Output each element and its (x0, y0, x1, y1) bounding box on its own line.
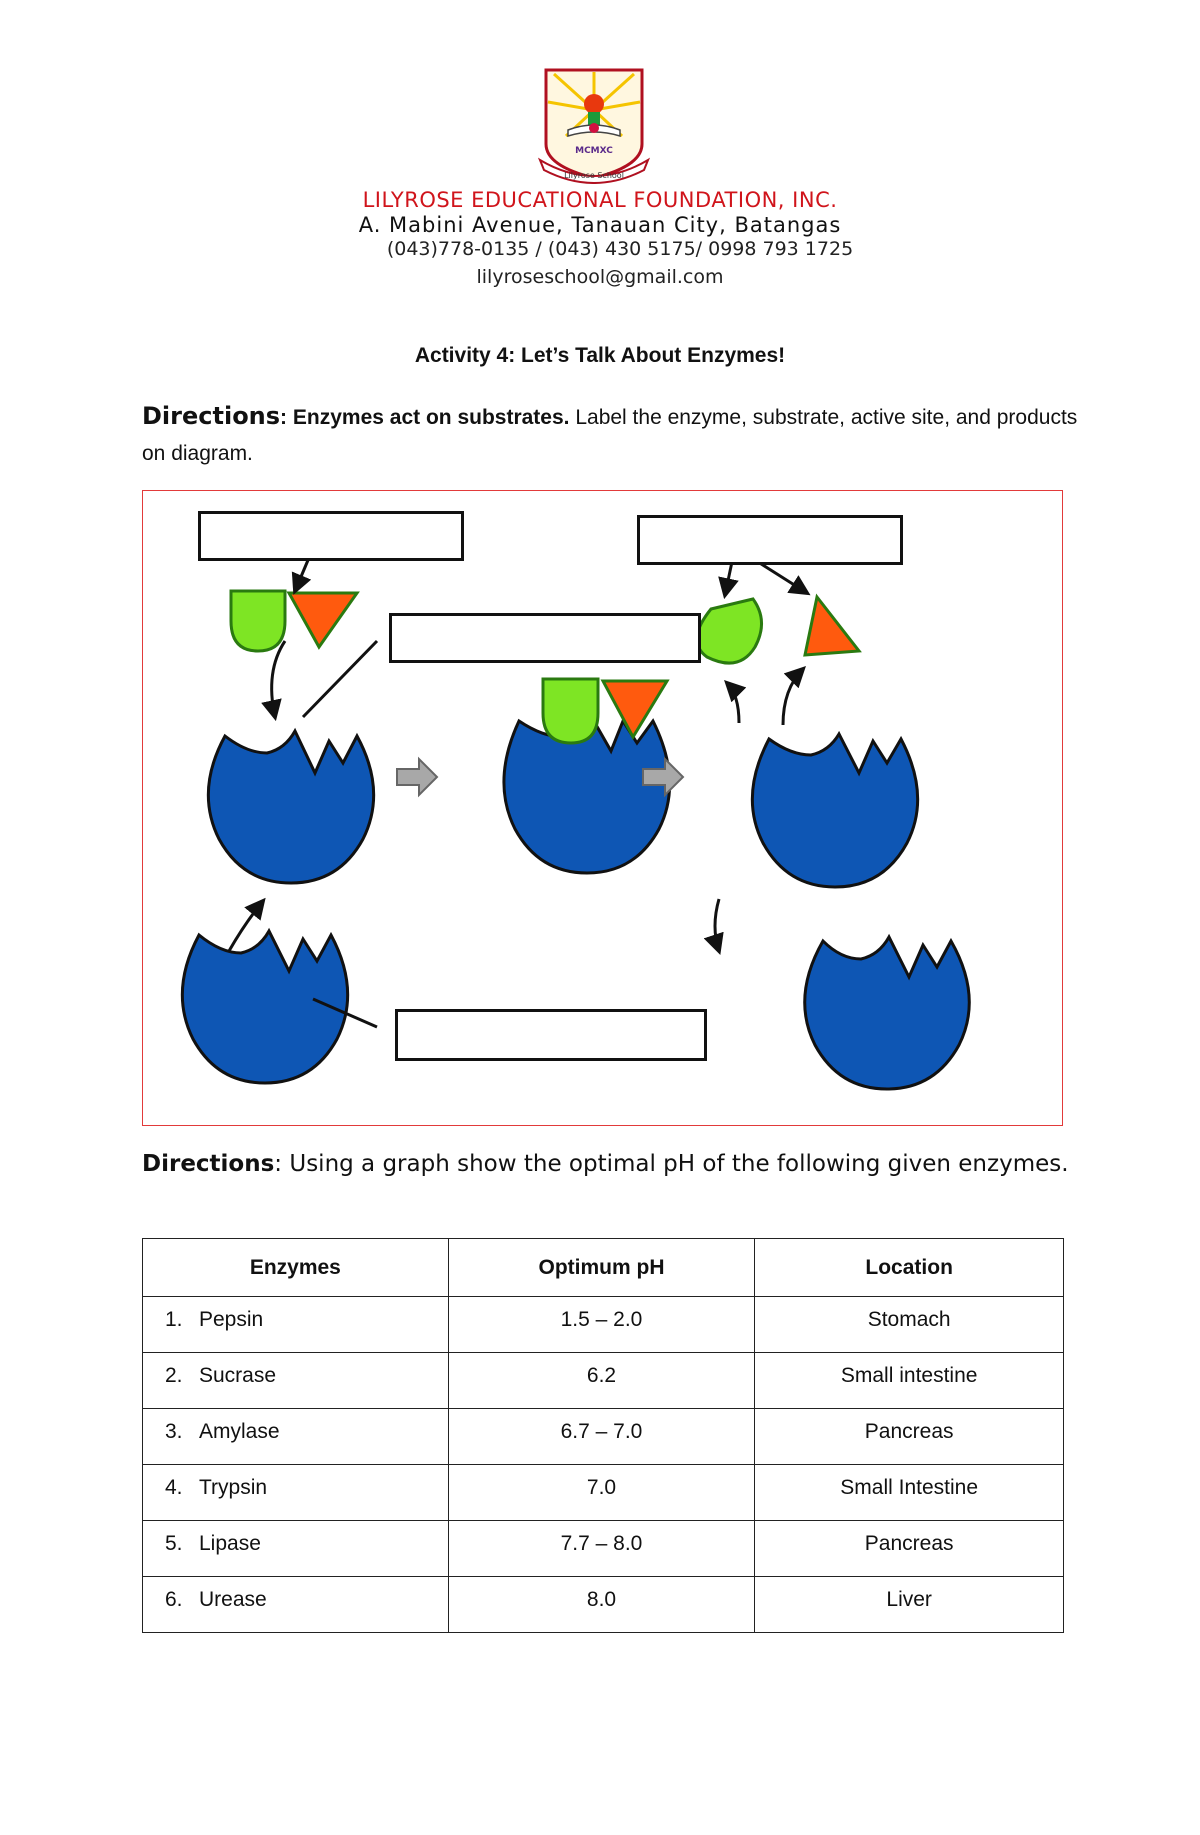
directions-paragraph-2 (142, 1147, 1082, 1181)
recycle-arrow-down (715, 899, 719, 951)
enzyme-name: Amylase (199, 1420, 280, 1443)
enzyme-name: Urease (199, 1588, 267, 1611)
enzyme-name: Trypsin (199, 1476, 268, 1499)
enzyme-cell (143, 1521, 449, 1577)
location-cell: Small intestine (755, 1353, 1064, 1409)
enzyme-shape-5 (805, 937, 970, 1089)
svg-text:MCMXC: MCMXC (575, 146, 613, 156)
label-box-active-site[interactable] (389, 613, 701, 663)
school-address: A. Mabini Avenue, Tanauan City, Batangas (358, 213, 842, 237)
enzyme-cell (143, 1409, 449, 1465)
enzyme-cell (143, 1297, 449, 1353)
product-red (805, 597, 859, 655)
location-cell: Liver (755, 1577, 1064, 1633)
enzyme-shape-3 (752, 734, 917, 887)
ph-cell: 6.2 (448, 1353, 755, 1409)
header-optimum-ph: Optimum pH (448, 1239, 755, 1297)
table-row (143, 1577, 1064, 1633)
location-cell: Small Intestine (755, 1465, 1064, 1521)
table-row (143, 1297, 1064, 1353)
release-arrow-2 (783, 669, 803, 725)
enzyme-ph-table (142, 1238, 1064, 1633)
table-row (143, 1521, 1064, 1577)
school-email: lilyroseschool@gmail.com (476, 266, 724, 288)
binding-arrow (272, 641, 285, 717)
enzyme-shape-4 (182, 931, 347, 1083)
svg-text:Lilyrose School: Lilyrose School (564, 171, 624, 180)
location-cell: Stomach (755, 1297, 1064, 1353)
directions-label: Directions (142, 402, 281, 430)
row-number: 5. (165, 1532, 183, 1555)
substrate-green-bound (543, 679, 598, 743)
product-green (697, 599, 762, 663)
location-cell: Pancreas (755, 1521, 1064, 1577)
location-cell: Pancreas (755, 1409, 1064, 1465)
directions-colon: : (280, 406, 288, 429)
enzyme-shape-1 (208, 731, 373, 883)
substrate-red-free (289, 593, 357, 647)
ph-cell: 7.0 (448, 1465, 755, 1521)
school-logo (538, 66, 650, 184)
directions-text: Label the enzyme, substrate, active site, and products on diagram. (142, 406, 1078, 465)
label-box-enzyme[interactable] (395, 1009, 707, 1061)
ph-cell: 1.5 – 2.0 (448, 1297, 755, 1353)
row-number: 1. (165, 1308, 183, 1331)
table-row (143, 1465, 1064, 1521)
ph-cell: 8.0 (448, 1577, 755, 1633)
school-name: LILYROSE EDUCATIONAL FOUNDATION, INC. (362, 188, 838, 212)
row-number: 2. (165, 1364, 183, 1387)
header-enzymes: Enzymes (143, 1239, 449, 1297)
row-number: 6. (165, 1588, 183, 1611)
process-arrow-1 (397, 759, 437, 795)
enzyme-name: Pepsin (199, 1308, 264, 1331)
enzyme-name: Lipase (199, 1532, 261, 1555)
label-box-substrate[interactable] (198, 511, 464, 561)
activity-title: Activity 4: Let’s Talk About Enzymes! (414, 344, 786, 367)
pointer-line-active-site (303, 641, 377, 717)
substrate-green-free (231, 591, 285, 651)
row-number: 4. (165, 1476, 183, 1499)
table-row (143, 1409, 1064, 1465)
directions-bold-part: Enzymes act on substrates. (292, 406, 570, 429)
school-phones: (043)778-0135 / (043) 430 5175/ 0998 793 1725 (386, 238, 854, 260)
enzyme-cell (143, 1465, 449, 1521)
label-box-products[interactable] (637, 515, 903, 565)
release-arrow-1 (727, 683, 739, 723)
directions2-text: : Using a graph show the optimal pH of the following given enzymes. (274, 1151, 1069, 1177)
header-location: Location (755, 1239, 1064, 1297)
enzyme-diagram (142, 490, 1063, 1126)
row-number: 3. (165, 1420, 183, 1443)
enzyme-cell (143, 1577, 449, 1633)
directions2-label: Directions (142, 1151, 275, 1177)
enzyme-cell (143, 1353, 449, 1409)
table-header-row (143, 1239, 1064, 1297)
ph-cell: 6.7 – 7.0 (448, 1409, 755, 1465)
directions-paragraph-1 (142, 398, 1082, 472)
enzyme-name: Sucrase (199, 1364, 277, 1387)
table-row (143, 1353, 1064, 1409)
ph-cell: 7.7 – 8.0 (448, 1521, 755, 1577)
